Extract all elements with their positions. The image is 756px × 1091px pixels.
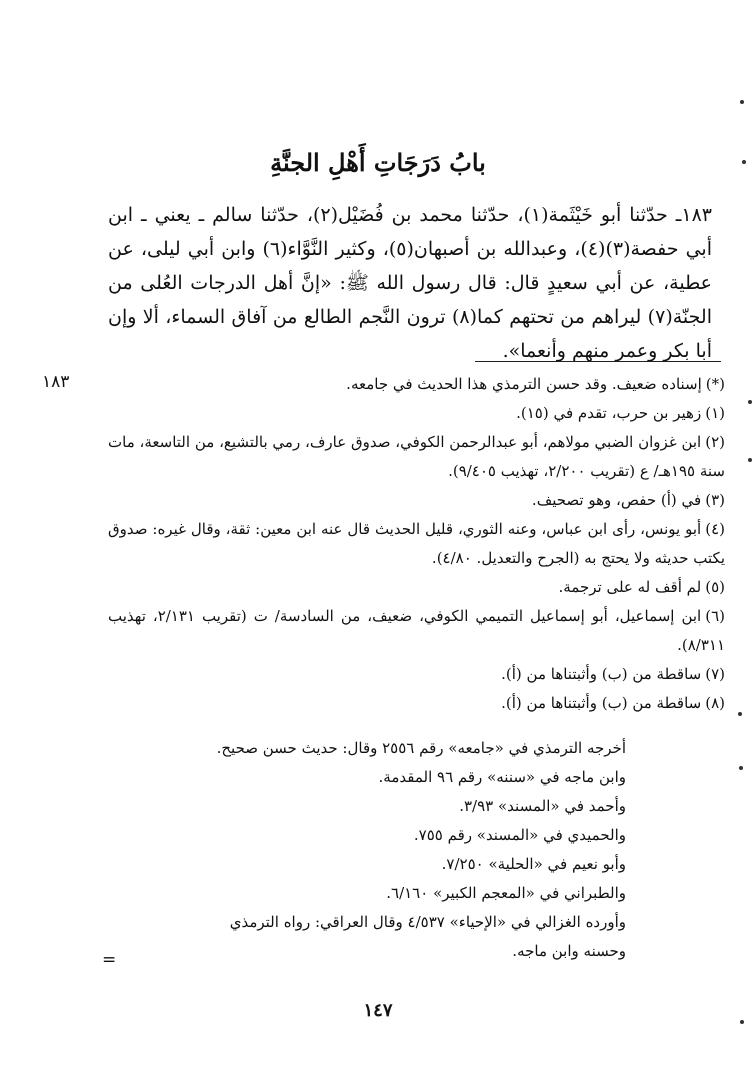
footnote: (٧)ساقطة من (ب) وأثبتناها من (أ). [501,665,725,683]
footnote: (٢)ابن غزوان الضبي مولاهم، أبو عبدالرحمن الكوفي، صدوق عارف، رمي بالتشيع، من التاسعة، مات سنة ١٩٥هـ/ ع (تقريب ٢/٢٠٠، تهذيب ٩/٤٠٥). [108,433,725,480]
footnotes-list [108,370,725,718]
footnote: (٣)في (أ) حفص، وهو تصحيف. [531,491,725,509]
footnote: (*)إسناده ضعيف. وقد حسن الترمذي هذا الحديث في جامعه. [346,375,725,393]
margin-hadith-number: ١٨٣ [42,372,70,392]
continuation-mark: = [102,950,117,970]
page-number: ١٤٧ [363,1000,393,1021]
margin-dot [739,766,743,770]
margin-dot [740,1020,744,1024]
footnote: (٥)لم أقف له على ترجمة. [558,578,725,596]
margin-dot [740,100,744,104]
hadith-text-block [108,198,712,368]
reference-line: وأورده الغزالي في «الإحياء» ٤/٥٣٧ وقال العراقي: رواه الترمذي وحسنه وابن ماجه. [229,913,626,960]
footnote: (٤)أبو يونس، رأى ابن عباس، وعنه الثوري، قليل الحديث قال عنه ابن معين: ثقة، وقال غيره: صدوق يكتب حديثه ولا يحتج به (الجرح والتعديل. ٤/٨٠). [108,520,725,567]
hadith-text: ١٨٣ـ حدّثنا أبو خَيْثَمة(١)، حدّثنا محمد بن فُضَيْل(٢)، حدّثنا سالم ـ يعني ـ ابن أبي حفصة(٣)(٤)، وعبدالله بن أصبهان(٥)، وكثير النَّوَّاء(٦) وابن أبي ليلى، عن عطية، عن أبي سعيدٍ قال: قال رسول الله ﷺ: «إنَّ أهل الدرجات العُلى من الجنّة(٧) ليراهم من تحتهم كما(٨) ترون النَّجم الطالع من آفاق السماء، ألا وإن أبا بكر وعمر منهم وأنعما». [108,204,712,362]
reference-line: وأحمد في «المسند» ٣/٩٣. [459,797,626,815]
footnote-divider [475,361,721,362]
footnote: (١)زهير بن حرب، تقدم في (١٥). [516,404,725,422]
reference-line: وابن ماجه في «سننه» رقم ٩٦ المقدمة. [378,768,626,786]
margin-dot [748,400,752,404]
reference-line: والحميدي في «المسند» رقم ٧٥٥. [413,826,626,844]
margin-dot [742,160,746,164]
reference-line: وأبو نعيم في «الحلية» ٧/٢٥٠. [441,855,626,873]
takhrij-references [190,734,626,966]
reference-line: والطبراني في «المعجم الكبير» ٦/١٦٠. [386,884,626,902]
margin-dot [738,712,742,716]
reference-line: أخرجه الترمذي في «جامعه» رقم ٢٥٥٦ وقال: حديث حسن صحيح. [216,739,626,757]
chapter-title: بابُ دَرَجَاتِ أَهْلِ الجنَّةِ [270,148,486,177]
margin-dot [748,458,752,462]
footnote: (٦)ابن إسماعيل، أبو إسماعيل التميمي الكوفي، ضعيف، من السادسة/ ت (تقريب ٢/١٣١، تهذيب ٨/٣١١). [108,607,725,654]
footnote: (٨)ساقطة من (ب) وأثبتناها من (أ). [501,694,725,712]
